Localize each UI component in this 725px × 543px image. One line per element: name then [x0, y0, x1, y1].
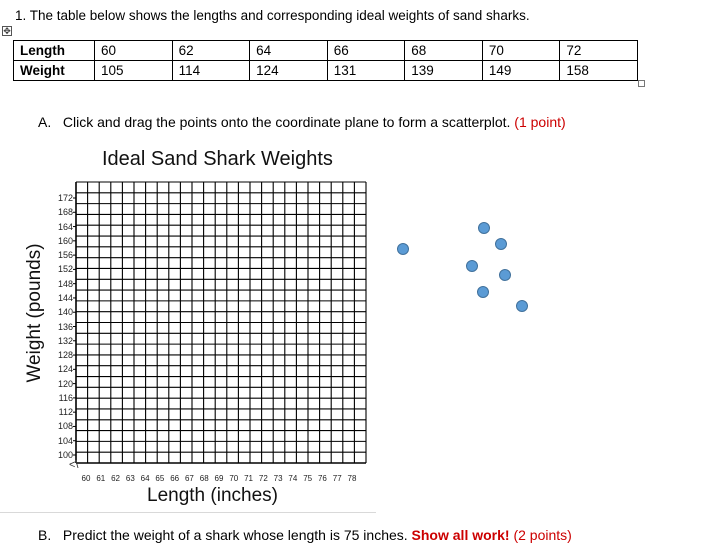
- part-b-points: (2 points): [513, 527, 572, 543]
- table-cell: 68: [405, 41, 483, 61]
- y-tick-label: 172: [57, 193, 73, 203]
- table-cell: 66: [327, 41, 405, 61]
- x-tick-label: 73: [273, 474, 283, 483]
- y-tick-label: 168: [57, 207, 73, 218]
- x-axis-label: Length (inches): [147, 485, 278, 506]
- table-cell: 124: [250, 61, 328, 81]
- x-tick-label: 61: [96, 474, 106, 483]
- x-tick-label: 76: [317, 474, 327, 483]
- y-tick-label: 124: [57, 364, 73, 375]
- part-a-label: A.: [38, 114, 52, 130]
- x-tick-label: 77: [332, 474, 342, 483]
- y-tick-label: 164: [57, 221, 73, 232]
- y-tick-label: 104: [57, 435, 73, 446]
- table-cell: 64: [250, 41, 328, 61]
- part-b-text: Predict the weight of a shark whose length is 75 inches.: [62, 527, 408, 543]
- draggable-point[interactable]: [478, 222, 490, 234]
- question-title: 1. The table below shows the lengths and corresponding ideal weights of sand sharks.: [15, 8, 530, 23]
- part-a-text: Click and drag the points onto the coordinate plane to form a scatterplot.: [62, 114, 511, 130]
- x-tick-label: 72: [258, 474, 268, 483]
- table-cell: 105: [95, 61, 173, 81]
- y-tick-label: 144: [57, 292, 73, 303]
- table-move-handle-icon[interactable]: ✥: [3, 26, 11, 36]
- table-cell: 114: [172, 61, 250, 81]
- x-tick-label: 60: [81, 474, 91, 483]
- x-tick-label: 69: [214, 474, 224, 483]
- row-header-length: Length: [14, 41, 95, 61]
- y-tick-label: 116: [58, 392, 73, 403]
- x-tick-label: 62: [111, 474, 120, 483]
- x-tick-label: 67: [184, 474, 194, 483]
- part-b-instruction: [38, 527, 572, 543]
- table-cell: 62: [172, 41, 250, 61]
- y-tick-label: 100: [57, 450, 73, 460]
- y-axis-label: Weight (pounds): [24, 243, 45, 383]
- table-cell: 158: [560, 61, 638, 81]
- x-tick-label: 71: [244, 474, 253, 483]
- draggable-point[interactable]: [499, 269, 511, 281]
- draggable-point[interactable]: [397, 243, 409, 255]
- y-tick-label: 120: [57, 378, 73, 389]
- x-tick-label: 63: [125, 474, 135, 483]
- divider: [0, 512, 376, 513]
- part-b-show-work: Show all work!: [411, 527, 510, 543]
- draggable-point[interactable]: [516, 300, 528, 312]
- y-tick-label: 156: [57, 250, 73, 261]
- row-header-weight: Weight: [14, 61, 95, 81]
- x-tick-label: 65: [155, 474, 165, 483]
- x-tick-label: 74: [288, 474, 298, 483]
- table-cell: 70: [482, 41, 560, 61]
- x-tick-label: 66: [170, 474, 180, 483]
- table-cell: 149: [482, 61, 560, 81]
- table-cell: 60: [95, 41, 173, 61]
- draggable-point[interactable]: [477, 286, 489, 298]
- x-tick-label: 64: [140, 474, 150, 483]
- draggable-point[interactable]: [466, 260, 478, 272]
- y-tick-label: 132: [57, 335, 73, 346]
- y-tick-label: 160: [57, 235, 73, 246]
- y-tick-label: 128: [57, 350, 73, 361]
- y-tick-label: 136: [57, 321, 73, 332]
- chart-title: Ideal Sand Shark Weights: [102, 148, 333, 170]
- y-tick-label: 152: [57, 264, 73, 275]
- table-cell: 139: [405, 61, 483, 81]
- x-tick-label: 78: [347, 474, 357, 483]
- part-b-label: B.: [38, 527, 52, 543]
- draggable-point[interactable]: [495, 238, 507, 250]
- axis-break-mark: <\: [69, 459, 79, 471]
- part-a-points: (1 point): [514, 114, 566, 130]
- table-cell: 131: [327, 61, 405, 81]
- y-tick-label: 140: [57, 307, 73, 318]
- table-cell: 72: [560, 41, 638, 61]
- y-tick-label: 108: [57, 421, 73, 432]
- x-tick-label: 70: [229, 474, 239, 483]
- x-tick-label: 68: [199, 474, 209, 483]
- x-tick-label: 75: [303, 474, 313, 483]
- y-tick-label: 112: [58, 407, 73, 418]
- y-tick-label: 148: [57, 278, 73, 289]
